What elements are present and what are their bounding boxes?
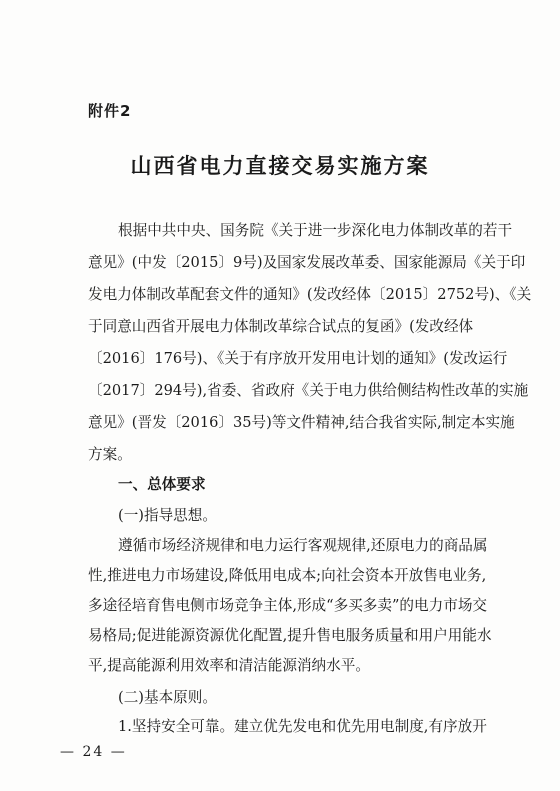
guiding-line-4: 易格局;促进能源资源优化配置,提升售电服务质量和用户用能水 [88, 627, 492, 644]
intro-line-6: 〔2017〕294号),省委、省政府《关于电力供给侧结构性改革的实施 [88, 382, 529, 399]
subsection-heading-basic-principles: (二)基本原则。 [118, 689, 217, 706]
intro-line-8: 方案。 [88, 446, 132, 463]
principle-line-1: 1.坚持安全可靠。建立优先发电和优先用电制度,有序放开 [118, 718, 487, 735]
guiding-line-5: 平,提高能源利用效率和清洁能源消纳水平。 [88, 657, 370, 674]
intro-line-5: 〔2016〕176号)、《关于有序放开发用电计划的通知》(发改运行 [88, 350, 508, 367]
intro-line-3: 发电力体制改革配套文件的通知》(发改经体〔2015〕2752号)、《关 [88, 286, 532, 303]
intro-line-7: 意见》(晋发〔2016〕35号)等文件精神,结合我省实际,制定本实施 [88, 414, 515, 431]
document-title: 山西省电力直接交易实施方案 [130, 153, 430, 178]
subsection-heading-guiding-thought: (一)指导思想。 [118, 507, 217, 524]
attachment-label: 附件2 [88, 102, 132, 120]
page-number: — 24 — [60, 744, 127, 760]
intro-line-4: 于同意山西省开展电力体制改革综合试点的复函》(发改经体 [88, 318, 474, 335]
intro-line-1: 根据中共中央、国务院《关于进一步深化电力体制改革的若干 [118, 222, 513, 239]
intro-line-2: 意见》(中发〔2015〕9号)及国家发展改革委、国家能源局《关于印 [88, 254, 526, 271]
guiding-line-2: 性,推进电力市场建设,降低用电成本;向社会资本开放售电业务, [88, 567, 487, 584]
guiding-line-3: 多途径培育售电侧市场竞争主体,形成“多买多卖”的电力市场交 [88, 597, 488, 614]
guiding-line-1: 遵循市场经济规律和电力运行客观规律,还原电力的商品属 [118, 537, 488, 554]
section-heading-overall-requirements: 一、总体要求 [118, 476, 206, 493]
